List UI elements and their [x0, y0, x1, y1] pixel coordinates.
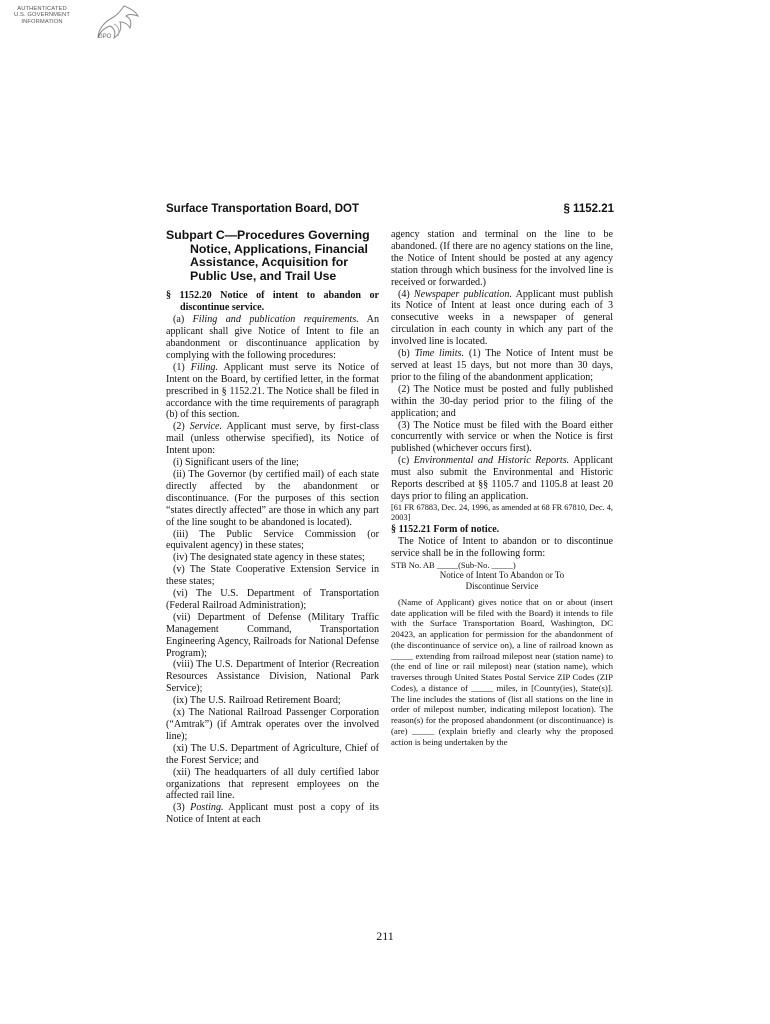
section-heading-1152-21: § 1152.21 Form of notice.	[391, 523, 500, 535]
left-column	[166, 229, 379, 826]
paragraph-a-2	[166, 421, 379, 457]
header-agency: Surface Transportation Board, DOT	[166, 203, 359, 215]
form-body-text: (Name of Applicant) gives notice that on or about (insert date application will be filed with the Board) it intends to file with the Surface Transportation Board, Washington, DC 20423, an application for permission for the abandonment of (the discontinuance of service on), a line of railroad known as _____ extending from railroad milepost near (station name) to (the end of line or rail milepost) near (station name), which traverses through United States Postal Service ZIP Codes (ZIP Codes), a distance of _____ miles, in [County(ies), State(s)]. The line includes the stations of (list all stations on the line in order of milepost number, indicating milepost location). The reason(s) for the proposed abandonment (or discontinuance) is (are) _____ (explain briefly and clearly why the proposed action is being undertaken by the	[391, 596, 613, 747]
running-header	[166, 203, 614, 219]
gpo-abbreviation: GPO	[98, 34, 112, 40]
paragraph-heading: Newspaper publication.	[413, 288, 512, 300]
list-item-xii: (xii) The headquarters of all duly certified labor organizations that represent employees on the affected rail line.	[166, 766, 379, 802]
paragraph-heading: Environmental and Historic Reports.	[413, 455, 570, 467]
list-item-i: (i) Significant users of the line;	[173, 457, 299, 469]
paragraph-heading: Posting.	[190, 802, 224, 814]
paragraph-b-3: (3) The Notice must be filed with the Board either concurrently with service or when the Notice is first published (whichever occurs first).	[391, 419, 613, 455]
paragraph-a	[166, 314, 379, 362]
form-title-line-1: Notice of Intent To Abandon or To	[439, 570, 565, 581]
list-item-xi: (xi) The U.S. Department of Agriculture, Chief of the Forest Service; and	[166, 742, 379, 766]
form-title	[391, 570, 613, 592]
list-item-viii: (viii) The U.S. Department of Interior (Recreation Resources Assistance Division, National Park Service);	[166, 659, 379, 695]
source-citation: [61 FR 67883, Dec. 24, 1996, as amended at 68 FR 67810, Dec. 4, 2003]	[391, 502, 613, 523]
list-item-v: (v) The State Cooperative Extension Service in these states;	[166, 564, 379, 588]
continuation-text: agency station and terminal on the line to be abandoned. (If there are no agency stations on the line, the Notice of Intent should be posted at any agency station through which business for the involved line is received or forwarded.)	[391, 229, 613, 288]
paragraph-text: (1) The Notice of Intent must be served at least 15 days, but not more than 30 days, prior to the filing of the abandonment application;	[391, 348, 613, 383]
paragraph-heading: Time limits.	[414, 348, 464, 360]
paragraph-a-4	[391, 289, 613, 349]
right-column	[391, 229, 613, 747]
list-item-iii: (iii) The Public Service Commission (or equivalent agency) in these states;	[166, 528, 379, 552]
paragraph-label: (1)	[173, 361, 185, 373]
paragraph-label: (a)	[173, 314, 185, 326]
paragraph-label: (b)	[398, 348, 410, 360]
gpo-logo-text	[6, 6, 78, 25]
gpo-logo-line-3: INFORMATION	[21, 18, 63, 25]
list-item-vii: (vii) Department of Defense (Military Traffic Management Command, Transportation Engineering Agency, Railroads for National Defense Program);	[166, 611, 379, 659]
list-item-ix: (ix) The U.S. Railroad Retirement Board;	[173, 695, 341, 707]
form-docket-line: STB No. AB _____(Sub-No. _____)	[391, 559, 516, 570]
subpart-title: Subpart C—Procedures Governing Notice, Applications, Financial Assistance, Acquisition for Public Use, and Trail Use	[166, 228, 370, 283]
paragraph-heading: Filing and publication requirements.	[192, 314, 359, 326]
paragraph-c	[391, 455, 613, 503]
list-item-ii: (ii) The Governor (by certified mail) of each state directly affected by the abandonment or discontinuance. (For the purposes of this section “states directly affected” are those in which any part of the line sought to be abandoned is located).	[166, 468, 379, 528]
paragraph-label: (3)	[173, 802, 185, 814]
header-section-number: § 1152.21	[563, 203, 614, 215]
form-title-line-2: Discontinue Service	[465, 580, 539, 591]
paragraph-text: An applicant shall give Notice of Intent to file an abandonment or discontinuance application by complying with the following procedures:	[166, 314, 380, 361]
paragraph-label: (2)	[173, 421, 185, 433]
section-intro: The Notice of Intent to abandon or to discontinue service shall be in the following form:	[391, 535, 613, 559]
paragraph-label: (4)	[398, 288, 410, 300]
gpo-logo-line-2: U.S. GOVERNMENT	[14, 12, 70, 19]
paragraph-label: (c)	[398, 455, 410, 467]
paragraph-a-3	[166, 802, 379, 826]
list-item-vi: (vi) The U.S. Department of Transportation (Federal Railroad Administration);	[166, 588, 379, 611]
paragraph-a-1	[166, 362, 379, 422]
section-heading-1152-20: § 1152.20 Notice of intent to abandon or discontinue service.	[166, 290, 379, 314]
list-item-iv: (iv) The designated state agency in these states;	[173, 552, 365, 564]
gpo-authenticated-logo	[6, 4, 140, 50]
paragraph-heading: Filing.	[190, 361, 218, 373]
paragraph-text: Applicant must serve, by first-class mail (unless otherwise specified), its Notice of Intent upon:	[166, 421, 380, 457]
gpo-logo-line-1: AUTHENTICATED	[17, 6, 67, 12]
list-item-x: (x) The National Railroad Passenger Corporation (“Amtrak”) (if Amtrak operates over the involved line);	[166, 707, 379, 742]
page-number: 211	[376, 929, 394, 943]
paragraph-text: Applicant must serve its Notice of Intent on the Board, by certified letter, in the format prescribed in § 1152.21. The Notice shall be filed in accordance with the time requirements of paragraph (b) of this section.	[166, 361, 380, 421]
paragraph-text: Applicant must publish its Notice of Intent at least once during each of 3 consecutive weeks in a newspaper of general circulation in each county in which any part of the involved line is located.	[391, 288, 613, 348]
paragraph-b-2: (2) The Notice must be posted and fully published within the 30-day period prior to the filing of the application; and	[391, 383, 613, 419]
paragraph-b	[391, 348, 613, 384]
paragraph-heading: Service.	[189, 421, 223, 433]
paragraph-text: Applicant must post a copy of its Notice of Intent at each	[166, 802, 379, 826]
paragraph-text: Applicant must also submit the Environmental and Historic Reports described at §§ 1105.7 and 1105.8 at least 20 days prior to filing an application.	[391, 455, 613, 502]
